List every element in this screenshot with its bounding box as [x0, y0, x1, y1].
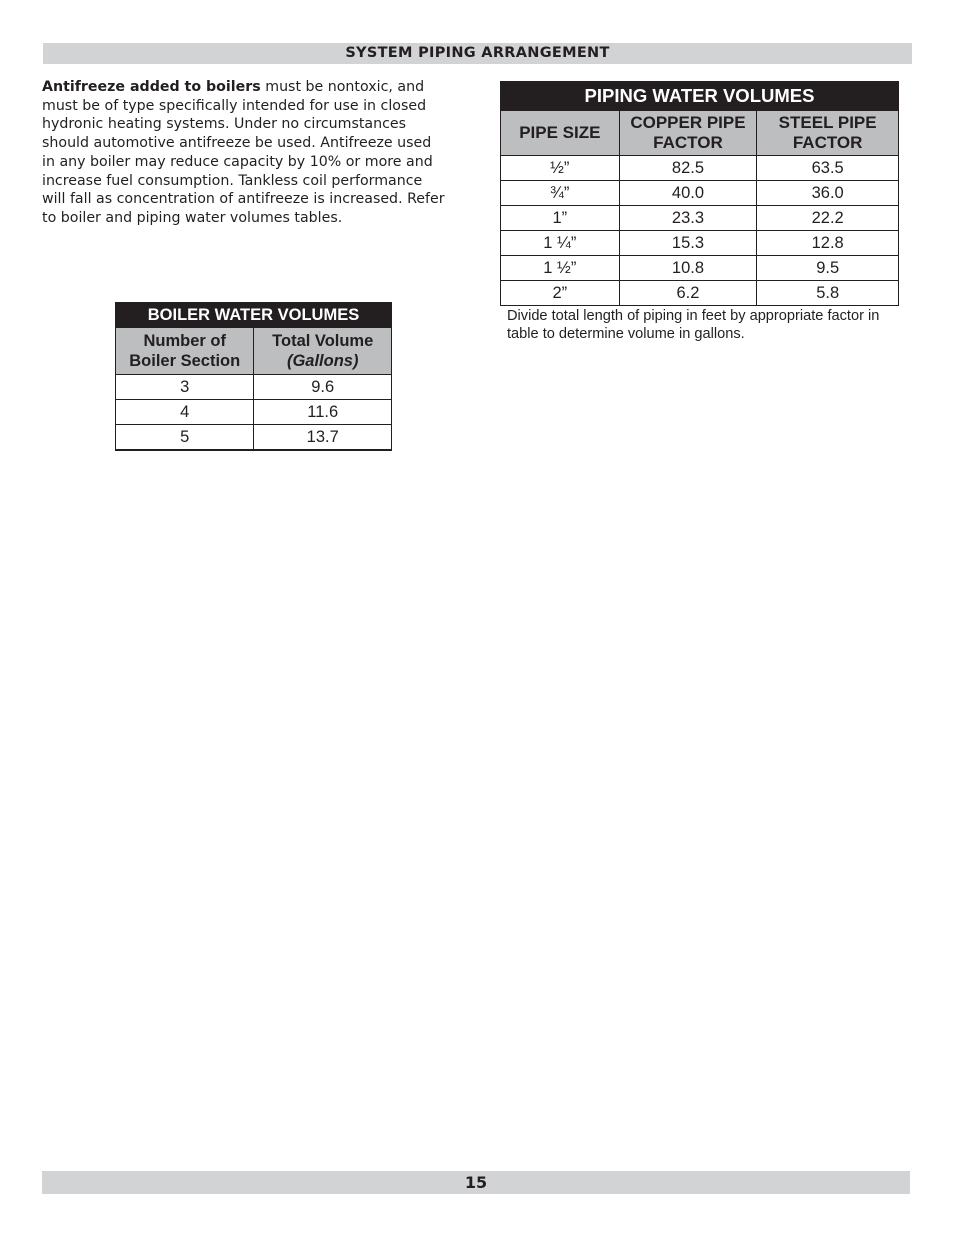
- volume-cell: 9.6: [254, 375, 392, 400]
- table-row: [116, 400, 392, 425]
- pipe-size-cell: 1”: [501, 206, 620, 231]
- boiler-water-volumes-table: [115, 302, 392, 451]
- table-row: [501, 156, 899, 181]
- steel-factor-cell: 36.0: [757, 181, 899, 206]
- table-row: [116, 375, 392, 400]
- antifreeze-text: must be nontoxic, and must be of type specifically intended for use in closed hydronic heating systems. Under no circumstances should automotive antifreeze be used. Antifreeze used in any boiler may reduce capacity by 10% or more and increase fuel consumption. Tankless coil performance will fall as concentration of antifreeze is increased. Refer to boiler and piping water volumes tables.: [42, 79, 445, 226]
- page-footer: [42, 1171, 910, 1194]
- piping-table-title: PIPING WATER VOLUMES: [501, 82, 899, 111]
- header-line: STEEL PIPE: [778, 113, 877, 132]
- header-line: FACTOR: [653, 133, 723, 152]
- steel-factor-cell: 63.5: [757, 156, 899, 181]
- table-row: [501, 281, 899, 306]
- table-row: [501, 181, 899, 206]
- pipe-size-cell: ¾”: [501, 181, 620, 206]
- steel-factor-cell: 22.2: [757, 206, 899, 231]
- table-title-row: [116, 303, 392, 328]
- table-header-row: [116, 328, 392, 375]
- steel-factor-cell: 12.8: [757, 231, 899, 256]
- total-volume-header: [254, 328, 392, 375]
- copper-factor-cell: 6.2: [619, 281, 757, 306]
- header-line: COPPER PIPE: [630, 113, 746, 132]
- volume-cell: 13.7: [254, 425, 392, 451]
- pipe-size-header: PIPE SIZE: [501, 111, 620, 156]
- boiler-table-title: BOILER WATER VOLUMES: [116, 303, 392, 328]
- copper-factor-cell: 40.0: [619, 181, 757, 206]
- header-line: Boiler Section: [129, 352, 241, 370]
- sections-cell: 3: [116, 375, 254, 400]
- header-line: Number of: [143, 332, 226, 350]
- table-title-row: [501, 82, 899, 111]
- pipe-size-cell: 1 ¼”: [501, 231, 620, 256]
- pipe-size-cell: 2”: [501, 281, 620, 306]
- antifreeze-paragraph: [42, 78, 447, 228]
- copper-factor-cell: 10.8: [619, 256, 757, 281]
- header-line: FACTOR: [792, 133, 863, 152]
- table-row: [501, 231, 899, 256]
- page-number: 15: [464, 1173, 488, 1192]
- sections-cell: 4: [116, 400, 254, 425]
- section-header: [43, 43, 912, 64]
- copper-factor-cell: 15.3: [619, 231, 757, 256]
- section-title: SYSTEM PIPING ARRANGEMENT: [345, 45, 610, 61]
- volume-cell: 11.6: [254, 400, 392, 425]
- sections-cell: 5: [116, 425, 254, 451]
- steel-factor-cell: 9.5: [757, 256, 899, 281]
- pipe-size-cell: 1 ½”: [501, 256, 620, 281]
- copper-factor-header: [619, 111, 757, 156]
- table-header-row: [501, 111, 899, 156]
- table-row: [501, 256, 899, 281]
- header-line: Total Volume: [272, 332, 374, 350]
- piping-water-volumes-table: [500, 81, 899, 306]
- boiler-sections-header: [116, 328, 254, 375]
- table-row: [501, 206, 899, 231]
- piping-table-note: Divide total length of piping in feet by appropriate factor in table to determine volume in gallons.: [507, 308, 880, 342]
- pipe-size-cell: ½”: [501, 156, 620, 181]
- table-row: [116, 425, 392, 451]
- antifreeze-lead: Antifreeze added to boilers: [42, 79, 261, 95]
- copper-factor-cell: 23.3: [619, 206, 757, 231]
- header-unit: (Gallons): [286, 352, 359, 370]
- steel-factor-cell: 5.8: [757, 281, 899, 306]
- steel-factor-header: [757, 111, 899, 156]
- copper-factor-cell: 82.5: [619, 156, 757, 181]
